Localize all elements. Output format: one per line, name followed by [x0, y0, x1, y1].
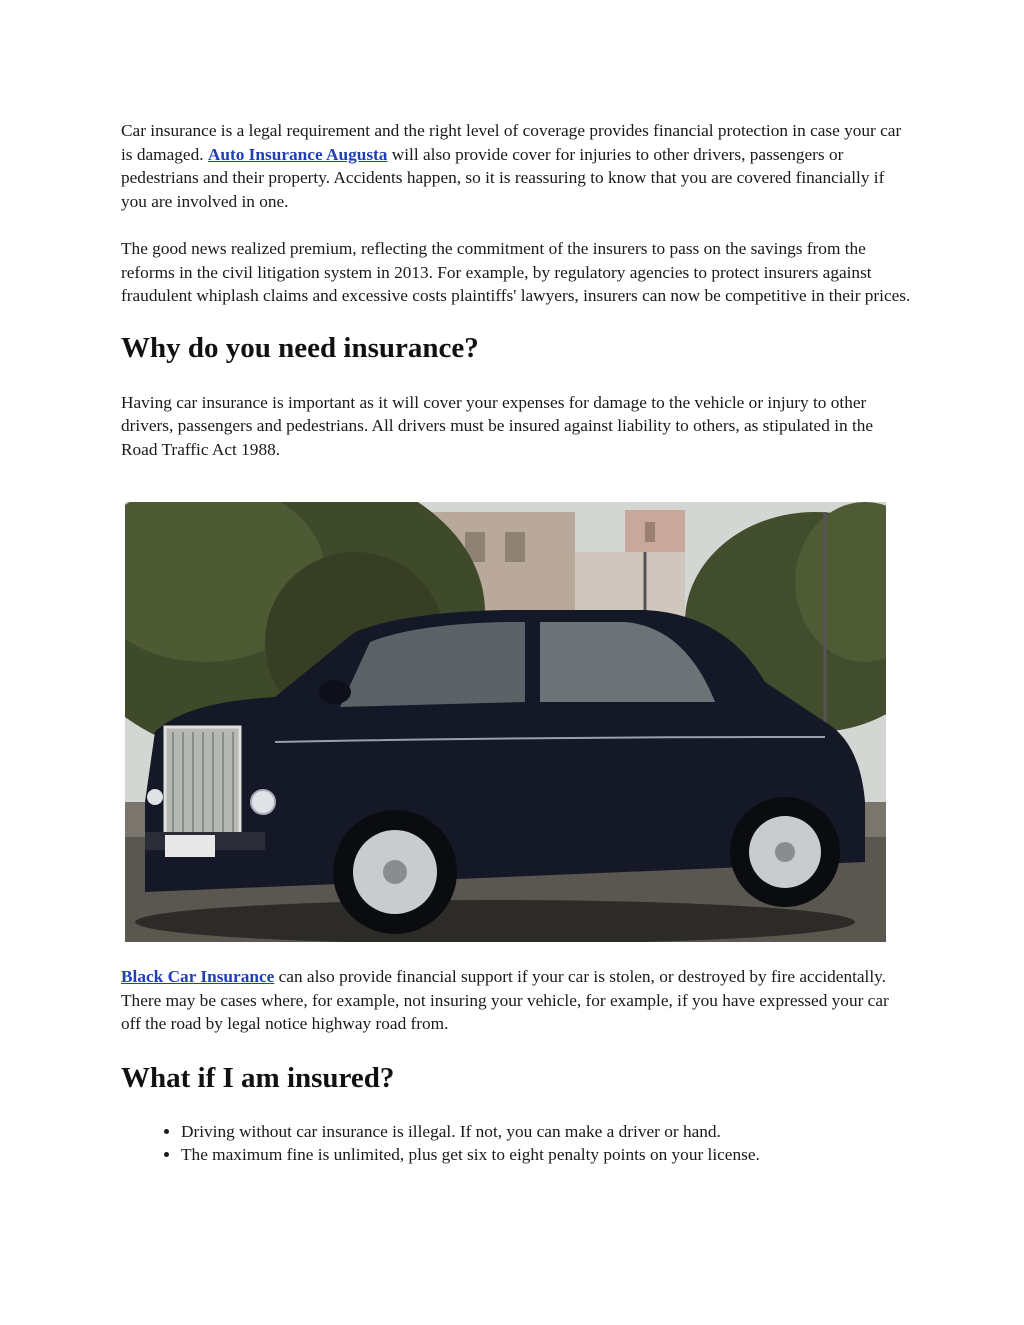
article-bottom — [121, 965, 911, 1167]
intro-paragraph — [121, 119, 911, 213]
list-item: • The maximum fine is unlimited, plus get six to eight penalty points on your license. — [181, 1143, 911, 1167]
list-item: • Driving without car insurance is illegal. If not, you can make a driver or hand. — [181, 1120, 911, 1144]
premium-paragraph: The good news realized premium, reflecting the commitment of the insurers to pass on the savings from the reforms in the civil litigation system in 2013. For example, by regulatory agencies to protect insurers against fraudulent whiplash claims and excessive costs plaintiffs' lawyers, insurers can now be competitive in their prices. — [121, 239, 911, 305]
intro-text-start: Car insurance is a legal requirement and the right level of coverage provides financial protection in case your car is damaged. — [121, 121, 902, 164]
black-car-insurance-link[interactable]: Black Car Insurance — [121, 967, 275, 986]
why-insurance-heading: Why do you need insurance? — [121, 331, 479, 364]
what-if-insured-heading: What if I am insured? — [121, 1061, 395, 1094]
intro-text-end: will also provide cover for injuries to other drivers, passengers or pedestrians and their property. Accidents happen, so it is reassuring to know that you are covered financially if you are involved in one. — [121, 144, 885, 211]
black-car-text: can also provide financial support if your car is stolen, or destroyed by fire accidentally. There may be cases where, for example, not insuring your vehicle, for example, if you have expressed your car off the road by legal notice highway road from. — [121, 967, 889, 1033]
need-insurance-paragraph: Having car insurance is important as it will cover your expenses for damage to the vehicle or injury to other drivers, passengers and pedestrians. All drivers must be insured against liability to others, as stipulated in the Road Traffic Act 1988. — [121, 392, 874, 459]
black-car-paragraph — [121, 965, 911, 1036]
car-illustration — [125, 502, 886, 942]
black-car-photo — [125, 502, 886, 942]
article-top — [121, 119, 911, 461]
auto-insurance-augusta-link[interactable]: Auto Insurance Augusta — [207, 144, 388, 164]
penalty-list — [121, 1120, 911, 1167]
